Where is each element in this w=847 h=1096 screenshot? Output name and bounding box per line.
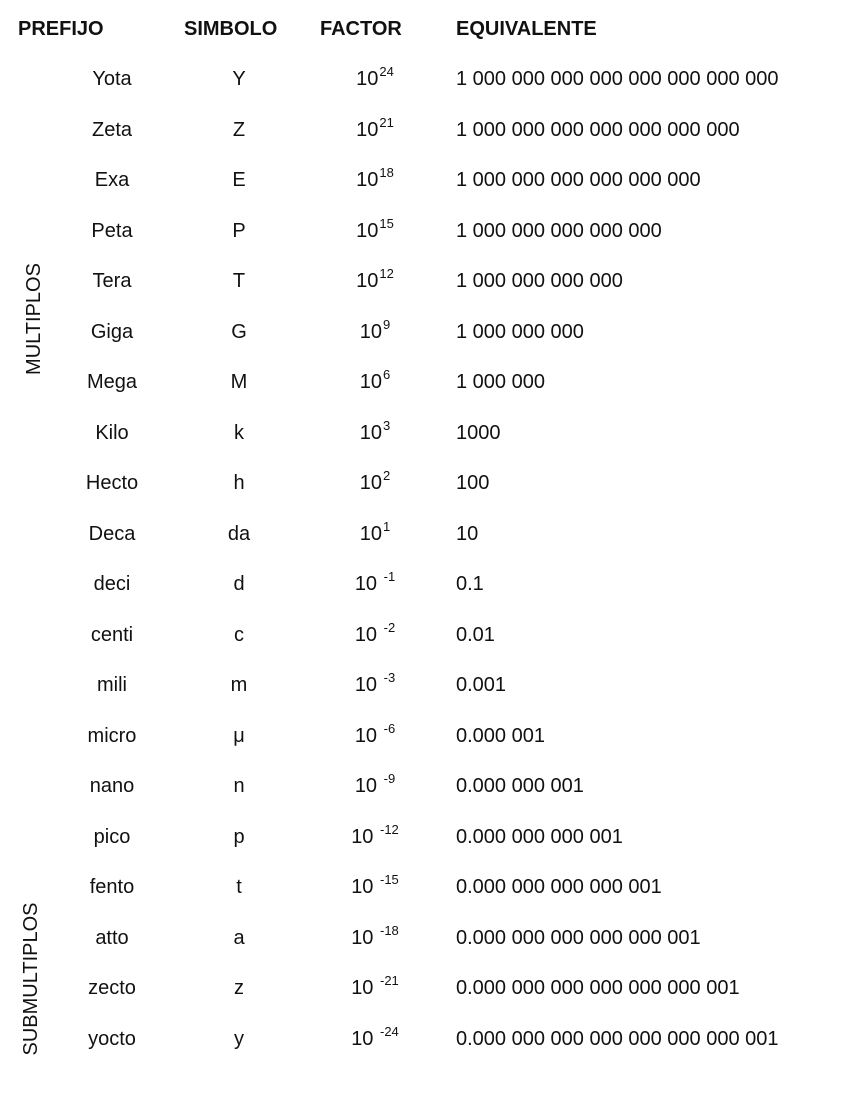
prefix-factor [325,518,425,548]
prefix-symbol: M [230,371,248,393]
table-row [0,105,847,156]
prefix-factor [325,922,425,952]
factor-exponent: 6 [383,367,391,382]
prefix-name: mili [97,674,127,696]
prefix-equivalent: 0.000 000 000 000 000 000 001 [456,977,740,999]
prefix-symbol: T [232,270,246,292]
factor-base: 10 [354,724,383,747]
prefix-equivalent: 0.000 000 000 000 001 [456,876,662,898]
factor-exponent: -3 [383,670,396,685]
prefix-equivalent: 1 000 000 000 000 [456,270,623,292]
table-row [0,812,847,863]
prefix-name: centi [90,623,134,646]
prefix-equivalent: 10 [456,522,479,545]
factor-base: 10 [359,472,382,494]
prefix-factor [325,872,425,901]
factor-base: 10 [359,522,382,545]
prefix-symbol: m [230,674,248,696]
prefix-name: zecto [88,977,136,999]
prefix-factor [325,720,425,750]
prefix-name: Yota [92,68,132,90]
factor-base: 10 [359,371,382,393]
prefix-name: Giga [90,320,134,343]
prefix-symbol: p [233,825,245,848]
table-row [0,458,847,509]
table-row [0,761,847,812]
prefix-symbol: c [234,623,244,646]
factor-base: 10 [351,1027,379,1050]
table-row [0,1014,847,1065]
prefix-equivalent: 0.01 [456,623,495,646]
factor-exponent: 9 [383,316,391,332]
prefix-name: Deca [88,522,136,545]
prefix-symbol: Y [232,68,246,90]
factor-base: 10 [351,926,379,949]
factor-exponent: -12 [380,821,399,837]
prefix-symbol: z [234,977,244,999]
prefix-factor [325,165,425,194]
prefix-equivalent: 1 000 000 000 000 000 000 000 000 [456,68,779,90]
factor-base: 10 [351,876,379,898]
factor-base: 10 [356,169,379,191]
factor-base: 10 [351,977,379,999]
prefix-equivalent: 0.000 001 [456,724,545,747]
prefix-name: Kilo [95,421,129,444]
prefix-symbol: d [233,573,245,595]
prefix-symbol: a [233,926,245,949]
factor-exponent: 18 [379,165,394,180]
prefix-name: Zeta [91,118,133,141]
prefix-equivalent: 0.000 000 001 [456,775,584,797]
prefix-equivalent: 0.001 [456,674,507,696]
prefix-factor [325,114,425,144]
prefix-name: Exa [94,169,130,191]
prefix-name: Tera [92,270,132,292]
header-prefijo: PREFIJO [18,18,104,40]
factor-base: 10 [354,623,383,646]
group-label-multiplos: MULTIPLOS [23,263,45,375]
prefix-factor [325,1023,425,1053]
table-row [0,206,847,257]
factor-base: 10 [356,219,379,242]
prefix-name: deci [93,573,131,595]
prefix-equivalent: 1 000 000 000 [456,320,584,343]
factor-exponent: -6 [383,720,396,736]
factor-exponent: 21 [379,114,394,130]
prefix-equivalent: 1 000 000 000 000 000 000 000 [456,118,740,141]
table-row [0,711,847,762]
prefix-factor [325,316,425,346]
table-row [0,660,847,711]
table-row [0,357,847,408]
prefix-factor [325,417,425,447]
table-row [0,408,847,459]
header-equivalente: EQUIVALENTE [456,18,597,40]
header-simbolo: SIMBOLO [184,18,278,40]
factor-base: 10 [359,320,382,343]
factor-base: 10 [354,573,383,595]
factor-exponent: 24 [379,64,394,79]
factor-exponent: 15 [379,215,394,231]
factor-base: 10 [356,68,379,90]
prefix-equivalent: 1000 [456,421,501,444]
prefix-symbol: E [232,169,246,191]
prefix-name: nano [89,775,135,797]
factor-exponent: 1 [383,518,391,534]
prefix-name: Mega [86,371,138,393]
table-row [0,307,847,358]
prefix-symbol: G [231,320,247,343]
table-row [0,559,847,610]
table-row [0,509,847,560]
prefix-equivalent: 1 000 000 000 000 000 [456,219,662,242]
prefix-factor [325,821,425,851]
prefix-symbol: h [233,472,245,494]
prefix-name: pico [93,825,131,848]
prefix-symbol: y [234,1027,244,1050]
prefix-factor [325,771,425,800]
table-row [0,913,847,964]
prefix-factor [325,266,425,295]
prefix-equivalent: 0.1 [456,573,484,595]
prefix-name: micro [87,724,137,747]
factor-base: 10 [351,825,379,848]
prefix-equivalent: 1 000 000 [456,371,545,393]
prefix-symbol: n [233,775,245,797]
prefix-equivalent: 1 000 000 000 000 000 000 [456,169,701,191]
prefix-symbol: da [227,522,251,545]
prefix-name: atto [95,926,129,949]
prefix-name: Peta [91,219,133,242]
prefix-symbol: P [232,219,246,242]
prefix-equivalent: 0.000 000 000 000 000 000 000 001 [456,1027,779,1050]
table-row [0,155,847,206]
factor-exponent: -21 [380,973,399,988]
factor-exponent: -2 [383,619,396,635]
prefix-factor [325,973,425,1002]
prefix-factor [325,619,425,649]
prefix-symbol: t [236,876,242,898]
prefix-symbol: k [234,421,244,444]
factor-base: 10 [356,118,379,141]
prefix-symbol: μ [233,724,245,747]
factor-base: 10 [354,674,383,696]
table-row [0,610,847,661]
factor-exponent: -24 [380,1023,399,1039]
prefix-symbol: Z [232,118,246,141]
prefix-factor [325,670,425,699]
prefix-name: Hecto [85,472,139,494]
prefix-factor [325,569,425,598]
prefix-factor [325,468,425,497]
factor-exponent: -1 [383,569,396,584]
prefix-factor [325,215,425,245]
factor-exponent: -15 [380,872,399,887]
factor-base: 10 [356,270,379,292]
header-factor: FACTOR [320,18,402,40]
factor-exponent: 2 [383,468,391,483]
prefix-equivalent: 0.000 000 000 000 000 001 [456,926,701,949]
prefix-table [0,54,847,1064]
prefix-factor [325,367,425,396]
factor-exponent: 12 [379,266,394,281]
factor-exponent: 3 [383,417,391,433]
table-row [0,862,847,913]
factor-base: 10 [354,775,383,797]
table-row [0,963,847,1014]
prefix-factor [325,64,425,93]
prefix-name: yocto [88,1027,136,1050]
group-label-submultiplos: SUBMULTIPLOS [20,902,42,1056]
factor-base: 10 [359,421,382,444]
factor-exponent: -18 [380,922,399,938]
table-row [0,54,847,105]
prefix-equivalent: 100 [456,472,490,494]
table-row [0,256,847,307]
prefix-name: fento [89,876,135,898]
factor-exponent: -9 [383,771,396,786]
prefix-equivalent: 0.000 000 000 001 [456,825,623,848]
